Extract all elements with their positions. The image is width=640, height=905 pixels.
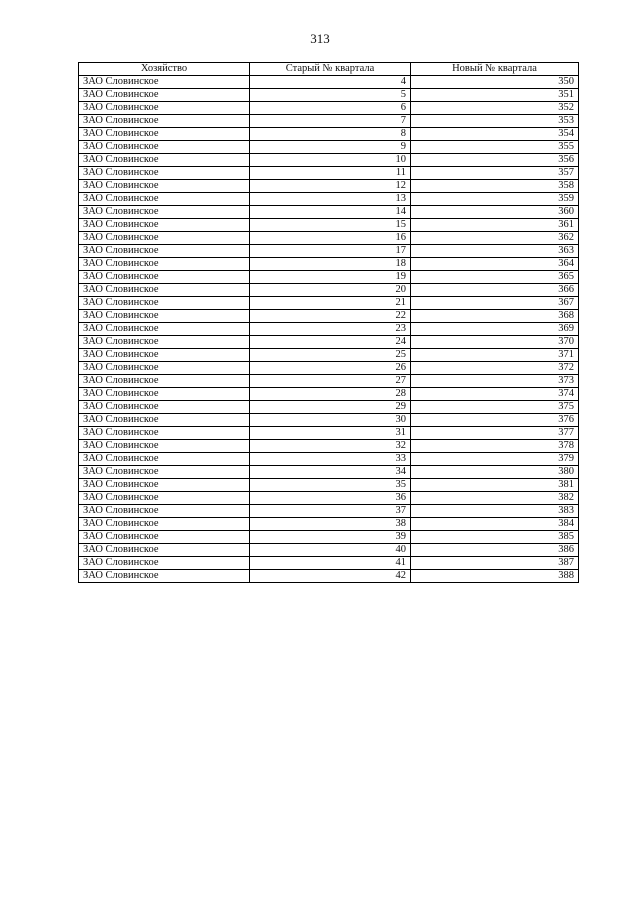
new-quarter-number-cell: 350 xyxy=(411,76,579,89)
new-quarter-number-cell: 360 xyxy=(411,206,579,219)
farm-cell: ЗАО Словинское xyxy=(79,102,250,115)
farm-cell: ЗАО Словинское xyxy=(79,518,250,531)
old-quarter-number-cell: 38 xyxy=(250,518,411,531)
old-quarter-number-cell: 10 xyxy=(250,154,411,167)
farm-cell: ЗАО Словинское xyxy=(79,401,250,414)
old-quarter-number-cell: 20 xyxy=(250,284,411,297)
new-quarter-number-cell: 373 xyxy=(411,375,579,388)
table-row xyxy=(79,531,579,544)
table-row xyxy=(79,271,579,284)
table-row xyxy=(79,284,579,297)
old-quarter-number-cell: 9 xyxy=(250,141,411,154)
old-quarter-number-cell: 30 xyxy=(250,414,411,427)
table-row xyxy=(79,453,579,466)
table-row xyxy=(79,245,579,258)
new-quarter-number-cell: 351 xyxy=(411,89,579,102)
farm-cell: ЗАО Словинское xyxy=(79,440,250,453)
old-quarter-number-cell: 40 xyxy=(250,544,411,557)
farm-cell: ЗАО Словинское xyxy=(79,310,250,323)
farm-cell: ЗАО Словинское xyxy=(79,154,250,167)
table-row xyxy=(79,479,579,492)
farm-cell: ЗАО Словинское xyxy=(79,557,250,570)
farm-cell: ЗАО Словинское xyxy=(79,115,250,128)
farm-cell: ЗАО Словинское xyxy=(79,219,250,232)
table-row xyxy=(79,466,579,479)
new-quarter-number-cell: 367 xyxy=(411,297,579,310)
old-quarter-number-cell: 13 xyxy=(250,193,411,206)
farm-cell: ЗАО Словинское xyxy=(79,271,250,284)
new-quarter-number-cell: 386 xyxy=(411,544,579,557)
table-row xyxy=(79,505,579,518)
new-quarter-number-cell: 352 xyxy=(411,102,579,115)
new-quarter-number-cell: 374 xyxy=(411,388,579,401)
table-row xyxy=(79,297,579,310)
farm-cell: ЗАО Словинское xyxy=(79,141,250,154)
new-quarter-number-cell: 381 xyxy=(411,479,579,492)
farm-cell: ЗАО Словинское xyxy=(79,193,250,206)
farm-cell: ЗАО Словинское xyxy=(79,453,250,466)
new-quarter-number-cell: 368 xyxy=(411,310,579,323)
table-row xyxy=(79,388,579,401)
farm-cell: ЗАО Словинское xyxy=(79,245,250,258)
new-quarter-number-cell: 362 xyxy=(411,232,579,245)
old-quarter-number-cell: 21 xyxy=(250,297,411,310)
table-body xyxy=(79,76,579,583)
farm-cell: ЗАО Словинское xyxy=(79,544,250,557)
table-row xyxy=(79,414,579,427)
new-quarter-number-cell: 365 xyxy=(411,271,579,284)
old-quarter-number-cell: 11 xyxy=(250,167,411,180)
new-quarter-number-cell: 372 xyxy=(411,362,579,375)
new-quarter-number-cell: 354 xyxy=(411,128,579,141)
table-row xyxy=(79,440,579,453)
farm-cell: ЗАО Словинское xyxy=(79,180,250,193)
table-row xyxy=(79,76,579,89)
old-quarter-number-cell: 16 xyxy=(250,232,411,245)
farm-cell: ЗАО Словинское xyxy=(79,336,250,349)
old-quarter-number-cell: 6 xyxy=(250,102,411,115)
table-row xyxy=(79,102,579,115)
new-quarter-number-cell: 377 xyxy=(411,427,579,440)
table-row xyxy=(79,258,579,271)
farm-cell: ЗАО Словинское xyxy=(79,388,250,401)
old-quarter-number-cell: 26 xyxy=(250,362,411,375)
table-row xyxy=(79,206,579,219)
old-quarter-number-cell: 5 xyxy=(250,89,411,102)
farm-cell: ЗАО Словинское xyxy=(79,89,250,102)
farm-cell: ЗАО Словинское xyxy=(79,479,250,492)
farm-cell: ЗАО Словинское xyxy=(79,492,250,505)
new-quarter-number-cell: 369 xyxy=(411,323,579,336)
farm-cell: ЗАО Словинское xyxy=(79,128,250,141)
new-quarter-number-cell: 364 xyxy=(411,258,579,271)
old-quarter-number-cell: 29 xyxy=(250,401,411,414)
new-quarter-number-cell: 370 xyxy=(411,336,579,349)
page-number: 313 xyxy=(310,31,330,46)
table-row xyxy=(79,167,579,180)
table-row xyxy=(79,232,579,245)
old-quarter-number-cell: 15 xyxy=(250,219,411,232)
old-quarter-number-cell: 37 xyxy=(250,505,411,518)
farm-cell: ЗАО Словинское xyxy=(79,414,250,427)
new-quarter-number-cell: 355 xyxy=(411,141,579,154)
farm-cell: ЗАО Словинское xyxy=(79,76,250,89)
table-header-row xyxy=(79,63,579,76)
farm-cell: ЗАО Словинское xyxy=(79,531,250,544)
table-row xyxy=(79,154,579,167)
old-quarter-number-cell: 34 xyxy=(250,466,411,479)
old-quarter-number-cell: 7 xyxy=(250,115,411,128)
table-row xyxy=(79,115,579,128)
table-row xyxy=(79,193,579,206)
table-row xyxy=(79,518,579,531)
table-row xyxy=(79,401,579,414)
new-quarter-number-cell: 356 xyxy=(411,154,579,167)
farm-cell: ЗАО Словинское xyxy=(79,349,250,362)
table-row xyxy=(79,557,579,570)
old-quarter-number-cell: 25 xyxy=(250,349,411,362)
table-row xyxy=(79,323,579,336)
new-quarter-number-cell: 366 xyxy=(411,284,579,297)
old-quarter-number-cell: 24 xyxy=(250,336,411,349)
old-quarter-number-cell: 31 xyxy=(250,427,411,440)
table-row xyxy=(79,310,579,323)
old-quarter-number-cell: 32 xyxy=(250,440,411,453)
new-quarter-number-cell: 384 xyxy=(411,518,579,531)
old-quarter-number-cell: 39 xyxy=(250,531,411,544)
new-quarter-number-cell: 375 xyxy=(411,401,579,414)
table-row xyxy=(79,570,579,583)
farm-cell: ЗАО Словинское xyxy=(79,323,250,336)
table-row xyxy=(79,128,579,141)
farm-cell: ЗАО Словинское xyxy=(79,505,250,518)
old-quarter-number-cell: 36 xyxy=(250,492,411,505)
column-header-old-quarter-number: Старый № квартала xyxy=(250,63,411,76)
farm-cell: ЗАО Словинское xyxy=(79,570,250,583)
old-quarter-number-cell: 19 xyxy=(250,271,411,284)
column-header-farm: Хозяйство xyxy=(79,63,250,76)
table-row xyxy=(79,180,579,193)
old-quarter-number-cell: 12 xyxy=(250,180,411,193)
column-header-new-quarter-number: Новый № квартала xyxy=(411,63,579,76)
old-quarter-number-cell: 14 xyxy=(250,206,411,219)
quarter-renumbering-table xyxy=(78,62,579,583)
old-quarter-number-cell: 27 xyxy=(250,375,411,388)
farm-cell: ЗАО Словинское xyxy=(79,427,250,440)
new-quarter-number-cell: 378 xyxy=(411,440,579,453)
farm-cell: ЗАО Словинское xyxy=(79,362,250,375)
table-row xyxy=(79,362,579,375)
new-quarter-number-cell: 388 xyxy=(411,570,579,583)
table-row xyxy=(79,219,579,232)
old-quarter-number-cell: 33 xyxy=(250,453,411,466)
old-quarter-number-cell: 22 xyxy=(250,310,411,323)
farm-cell: ЗАО Словинское xyxy=(79,297,250,310)
new-quarter-number-cell: 358 xyxy=(411,180,579,193)
new-quarter-number-cell: 379 xyxy=(411,453,579,466)
table-row xyxy=(79,349,579,362)
old-quarter-number-cell: 28 xyxy=(250,388,411,401)
old-quarter-number-cell: 35 xyxy=(250,479,411,492)
old-quarter-number-cell: 4 xyxy=(250,76,411,89)
new-quarter-number-cell: 387 xyxy=(411,557,579,570)
table-row xyxy=(79,375,579,388)
table-row xyxy=(79,336,579,349)
new-quarter-number-cell: 383 xyxy=(411,505,579,518)
table-row xyxy=(79,141,579,154)
table-row xyxy=(79,492,579,505)
farm-cell: ЗАО Словинское xyxy=(79,258,250,271)
farm-cell: ЗАО Словинское xyxy=(79,167,250,180)
farm-cell: ЗАО Словинское xyxy=(79,466,250,479)
old-quarter-number-cell: 42 xyxy=(250,570,411,583)
old-quarter-number-cell: 18 xyxy=(250,258,411,271)
old-quarter-number-cell: 41 xyxy=(250,557,411,570)
new-quarter-number-cell: 371 xyxy=(411,349,579,362)
new-quarter-number-cell: 361 xyxy=(411,219,579,232)
table-row xyxy=(79,89,579,102)
table-row xyxy=(79,427,579,440)
table-row xyxy=(79,544,579,557)
new-quarter-number-cell: 376 xyxy=(411,414,579,427)
new-quarter-number-cell: 359 xyxy=(411,193,579,206)
new-quarter-number-cell: 385 xyxy=(411,531,579,544)
new-quarter-number-cell: 363 xyxy=(411,245,579,258)
old-quarter-number-cell: 8 xyxy=(250,128,411,141)
new-quarter-number-cell: 382 xyxy=(411,492,579,505)
farm-cell: ЗАО Словинское xyxy=(79,375,250,388)
old-quarter-number-cell: 17 xyxy=(250,245,411,258)
farm-cell: ЗАО Словинское xyxy=(79,232,250,245)
farm-cell: ЗАО Словинское xyxy=(79,284,250,297)
new-quarter-number-cell: 353 xyxy=(411,115,579,128)
new-quarter-number-cell: 357 xyxy=(411,167,579,180)
farm-cell: ЗАО Словинское xyxy=(79,206,250,219)
new-quarter-number-cell: 380 xyxy=(411,466,579,479)
old-quarter-number-cell: 23 xyxy=(250,323,411,336)
